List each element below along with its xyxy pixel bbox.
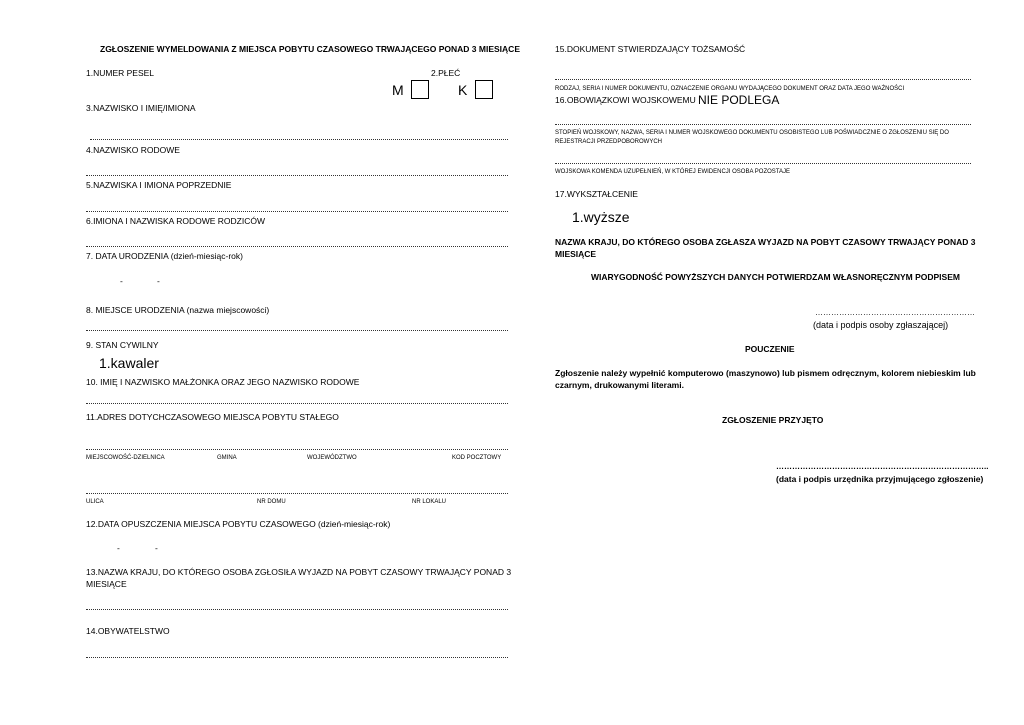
birth-date-label: 7. DATA URODZENIA (dzień-miesiąc-rok) [86, 251, 243, 261]
date-separator: - [120, 276, 123, 286]
address-flat-caption: NR LOKALU [412, 499, 447, 505]
surname-field[interactable] [90, 139, 508, 140]
civil-status-value[interactable]: 1.kawaler [99, 355, 159, 371]
education-value[interactable]: 1.wyższe [572, 209, 630, 225]
address-gmina-caption: GMINA [217, 455, 237, 461]
citizenship-label: 14.OBYWATELSTWO [86, 626, 170, 636]
address-postal-caption: KOD POCZTOWY [452, 455, 502, 461]
sex-m-label: M [392, 82, 404, 98]
date-separator: - [117, 543, 120, 553]
notice-text: Zgłoszenie należy wypełnić komputerowo (maszynowo) lub pismem odręcznym, kolorem niebieskim lub [555, 368, 976, 378]
family-name-label: 4.NAZWISKO RODOWE [86, 145, 180, 155]
military-office-field[interactable] [555, 163, 971, 164]
pesel-label: 1.NUMER PESEL [86, 68, 155, 78]
leave-date-label: 12.DATA OPUSZCZENIA MIEJSCA POBYTU CZASOWEGO (dzień-miesiąc-rok) [86, 519, 391, 529]
date-separator: - [155, 543, 158, 553]
form-title: ZGŁOSZENIE WYMELDOWANIA Z MIEJSCA POBYTU CZASOWEGO TRWAJĄCEGO PONAD 3 MIESIĄCE [100, 44, 520, 54]
surname-label: 3.NAZWISKO I IMIĘ/IMIONA [86, 103, 196, 113]
official-signature-caption: (data i podpis urzędnika przyjmującego zgłoszenie) [776, 474, 984, 484]
date-separator: - [157, 276, 160, 286]
sex-k-label: K [458, 82, 468, 98]
sex-m-checkbox[interactable] [411, 80, 429, 99]
military-office-hint: WOJSKOWA KOMENDA UZUPEŁNIEŃ, W KTÓREJ EWIDENCJI OSOBA POZOSTAJE [555, 169, 791, 175]
address-street-caption: ULICA [86, 499, 104, 505]
address-label: 11.ADRES DOTYCHCZASOWEGO MIEJSCA POBYTU STAŁEGO [86, 412, 339, 422]
citizenship-field[interactable] [86, 657, 508, 658]
military-hint: STOPIEŃ WOJSKOWY, NAZWA, SERIA I NUMER WOJSKOWEGO DOKUMENTU OSOBISTEGO LUB POŚWIADCZNIE O ZGŁOSZENIU SIĘ DO [555, 130, 949, 136]
parents-field[interactable] [86, 246, 508, 247]
official-signature-line[interactable]: …………………………………………………………………….. [776, 462, 989, 471]
applicant-signature-caption: (data i podpis osoby zgłaszającej) [813, 320, 949, 330]
address-line-1[interactable] [86, 449, 508, 450]
destination-country-label-cont: MIESIĄCE [555, 249, 597, 259]
military-value[interactable]: NIE PODLEGA [698, 93, 780, 107]
address-house-caption: NR DOMU [257, 499, 286, 505]
birth-place-field[interactable] [86, 330, 508, 331]
notice-text-cont: czarnym, drukowanymi literami. [555, 380, 684, 390]
notice-title: POUCZENIE [745, 344, 795, 354]
country-field[interactable] [86, 609, 508, 610]
family-name-field[interactable] [86, 175, 508, 176]
country-label: 13.NAZWA KRAJU, DO KTÓREGO OSOBA ZGŁOSIŁA WYJAZD NA POBYT CZASOWY TRWAJĄCY PONAD 3 [86, 567, 512, 577]
id-document-field[interactable] [555, 79, 971, 80]
confirmation-text: WIARYGODNOŚĆ POWYŻSZYCH DANYCH POTWIERDZAM WŁASNORĘCZNYM PODPISEM [591, 272, 960, 282]
address-voivodeship-caption: WOJEWÓDZTWO [307, 455, 357, 461]
education-label: 17.WYKSZTAŁCENIE [555, 189, 638, 199]
spouse-label: 10. IMIĘ I NAZWISKO MAŁŻONKA ORAZ JEGO NAZWISKO RODOWE [86, 377, 360, 387]
birth-place-label: 8. MIEJSCE URODZENIA (nazwa miejscowości) [86, 305, 270, 315]
parents-label: 6.IMIONA I NAZWISKA RODOWE RODZICÓW [86, 216, 265, 226]
accepted-label: ZGŁOSZENIE PRZYJĘTO [722, 415, 824, 425]
military-field[interactable] [555, 124, 971, 125]
id-document-hint: RODZAJ, SERIA I NUMER DOKUMENTU, OZNACZENIE ORGANU WYDAJĄCEGO DOKUMENT ORAZ DATA JEGO WAŻNOŚCI [555, 86, 905, 92]
previous-names-field[interactable] [86, 211, 508, 212]
civil-status-label: 9. STAN CYWILNY [86, 340, 159, 350]
address-city-caption: MIEJSCOWOŚĆ-DZIELNICA [86, 455, 165, 461]
spouse-field[interactable] [86, 403, 508, 404]
id-document-label: 15.DOKUMENT STWIERDZAJĄCY TOŻSAMOŚĆ [555, 44, 746, 54]
sex-k-checkbox[interactable] [475, 80, 493, 99]
country-label-cont: MIESIĄCE [86, 579, 127, 589]
applicant-signature-line[interactable]: …………………………………………………… [815, 308, 975, 317]
destination-country-label: NAZWA KRAJU, DO KTÓREGO OSOBA ZGŁASZA WYJAZD NA POBYT CZASOWY TRWAJĄCY PONAD 3 [555, 237, 976, 247]
previous-names-label: 5.NAZWISKA I IMIONA POPRZEDNIE [86, 180, 232, 190]
military-hint-cont: REJESTRACJI PRZEDPOBOROWYCH [555, 139, 663, 145]
military-label: 16.OBOWIĄZKOWI WOJSKOWEMU [555, 95, 696, 105]
address-line-2[interactable] [86, 493, 508, 494]
sex-label: 2.PŁEĆ [431, 68, 461, 78]
